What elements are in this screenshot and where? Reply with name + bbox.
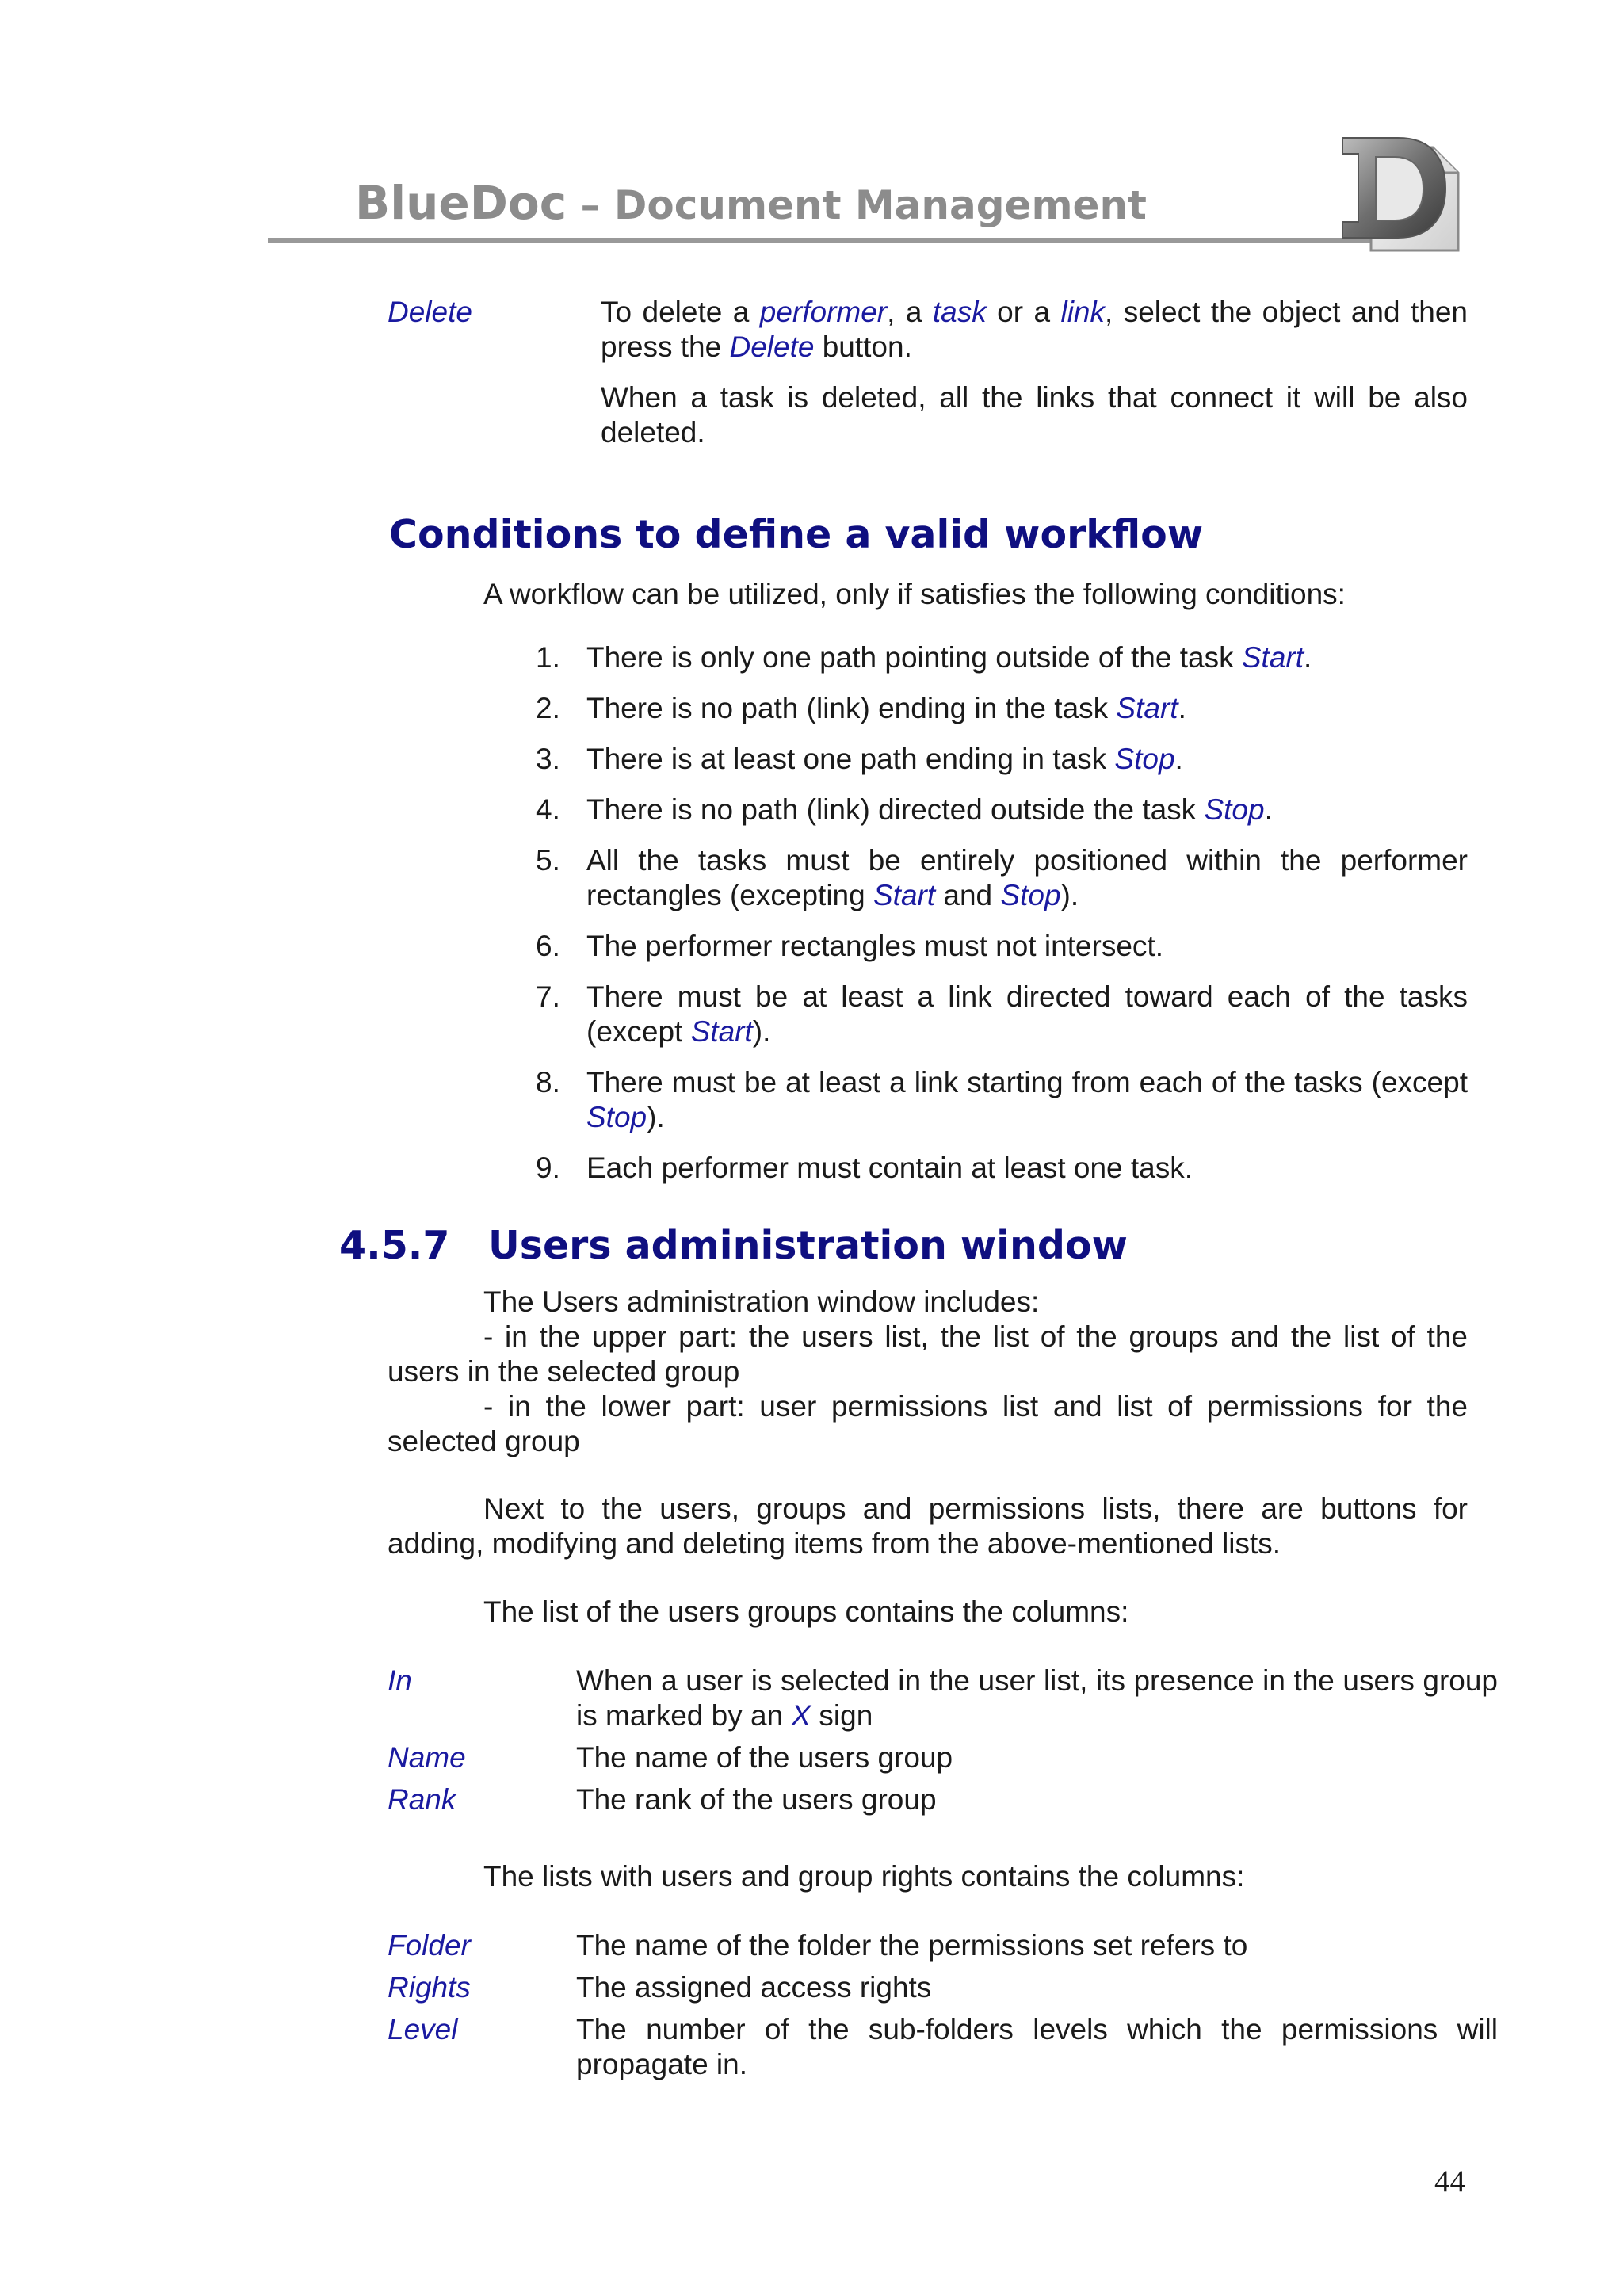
task-term: task xyxy=(932,296,987,328)
section-number: 4.5.7 xyxy=(339,1223,450,1268)
term-folder: Folder xyxy=(388,1929,471,1962)
performer-term: performer xyxy=(759,296,888,328)
group-columns-intro: The list of the users groups contains the columns: xyxy=(483,1595,1129,1628)
definition-delete: To delete a performer, a task or a link, select the object and then press the Delete button. xyxy=(601,296,1468,363)
term-level: Level xyxy=(388,2013,458,2046)
users-window-description: The Users administration window includes: - in the upper part: the users list, the list of the groups and the list of the users in the selected group - in the lower part: user permissions list and list of permissions for the selected group xyxy=(388,1286,1468,1457)
list-item: 8. There must be at least a link starting from each of the tasks (except Stop). xyxy=(536,1066,1468,1133)
list-item: 7. There must be at least a link directed toward each of the tasks (except Start). xyxy=(536,980,1468,1048)
term-rank: Rank xyxy=(388,1783,456,1816)
delete-button-name: Delete xyxy=(729,330,815,363)
header-subtitle: – Document Management xyxy=(567,182,1147,228)
bluedoc-logo-icon xyxy=(1339,133,1470,256)
definition-delete-note: When a task is deleted, all the links that connect it will be also deleted. xyxy=(601,381,1468,449)
list-item: 3. There is at least one path ending in task Stop. xyxy=(536,743,1183,775)
definition-rights: The assigned access rights xyxy=(576,1971,932,2004)
section-heading: Users administration window xyxy=(488,1223,1128,1268)
conditions-heading: Conditions to define a valid workflow xyxy=(389,512,1204,557)
term-rights: Rights xyxy=(388,1971,471,2004)
list-item: 5. All the tasks must be entirely positioned within the performer rectangles (excepting Start and Stop). xyxy=(536,844,1468,911)
definition-folder: The name of the folder the permissions set refers to xyxy=(576,1929,1248,1962)
list-item: 4. There is no path (link) directed outside the task Stop. xyxy=(536,793,1273,826)
list-item: 6. The performer rectangles must not intersect. xyxy=(536,930,1163,962)
brand-name: BlueDoc xyxy=(355,176,567,230)
term-delete: Delete xyxy=(388,296,472,328)
definition-name: The name of the users group xyxy=(576,1741,953,1774)
header-rule xyxy=(268,238,1377,243)
rights-columns-intro: The lists with users and group rights contains the columns: xyxy=(483,1860,1245,1893)
list-item: 9. Each performer must contain at least one task. xyxy=(536,1152,1193,1184)
list-item: 2. There is no path (link) ending in the task Start. xyxy=(536,692,1186,724)
definition-rank: The rank of the users group xyxy=(576,1783,937,1816)
conditions-list xyxy=(491,640,1468,1186)
page-number: 44 xyxy=(1434,2164,1465,2199)
definition-level: The number of the sub-folders levels which the permissions will propagate in. xyxy=(576,2013,1498,2080)
term-in: In xyxy=(388,1664,412,1697)
buttons-description: Next to the users, groups and permissions lists, there are buttons for adding, modifying and deleting items from the above-mentioned lists. xyxy=(388,1492,1468,1560)
definition-in: When a user is selected in the user list, its presence in the users group is marked by an X sign xyxy=(576,1664,1498,1732)
term-name: Name xyxy=(388,1741,466,1774)
conditions-intro: A workflow can be utilized, only if satisfies the following conditions: xyxy=(483,578,1346,610)
document-header-title xyxy=(355,176,1147,230)
list-item: 1. There is only one path pointing outside of the task Start. xyxy=(536,641,1312,674)
link-term: link xyxy=(1060,296,1106,328)
